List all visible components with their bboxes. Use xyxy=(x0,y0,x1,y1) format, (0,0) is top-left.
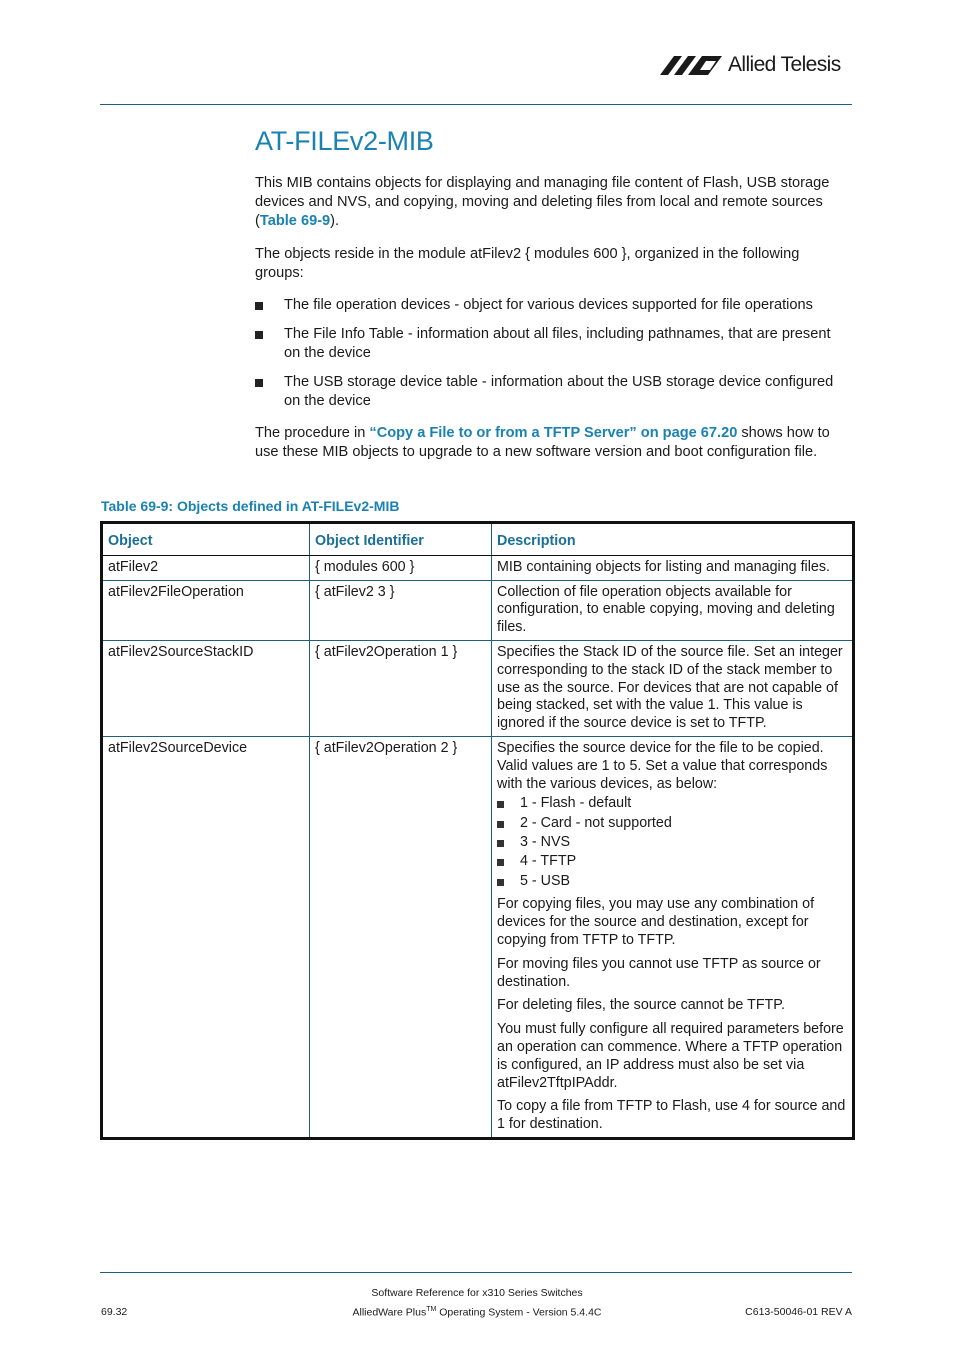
bullet-square-icon xyxy=(255,379,263,387)
table-reference-link[interactable]: Table 69-9 xyxy=(259,213,331,229)
list-item xyxy=(497,873,847,891)
oid-cell: { modules 600 } xyxy=(310,555,492,580)
tftp-procedure-link[interactable]: “Copy a File to or from a TFTP Server” on page 67.20 xyxy=(369,425,738,441)
bullet-square-icon xyxy=(497,821,504,828)
intro-paragraph-1-end: ). xyxy=(330,213,340,229)
list-item xyxy=(255,373,849,411)
table-row xyxy=(102,580,854,640)
list-item xyxy=(255,296,849,315)
object-cell: atFilev2FileOperation xyxy=(102,580,310,640)
device-values-list xyxy=(497,795,847,890)
allied-telesis-logo xyxy=(660,50,856,80)
procedure-paragraph xyxy=(255,424,849,462)
table-row xyxy=(102,555,854,580)
column-header-description: Description xyxy=(492,523,854,556)
oid-cell: { atFilev2Operation 2 } xyxy=(310,736,492,1138)
description-paragraph: For deleting files, the source cannot be TFTP. xyxy=(497,997,785,1014)
list-item-text: 4 - TFTP xyxy=(520,853,577,870)
bullet-square-icon xyxy=(497,840,504,847)
bullet-square-icon xyxy=(497,801,504,808)
list-item xyxy=(497,853,847,871)
intro-paragraph-2: The objects reside in the module atFilev2 { modules 600 }, organized in the following groups: xyxy=(255,246,800,281)
object-cell: atFilev2SourceDevice xyxy=(102,736,310,1138)
bullet-square-icon xyxy=(497,879,504,886)
oid-cell: { atFilev2 3 } xyxy=(310,580,492,640)
procedure-text-start: The procedure in xyxy=(255,425,370,441)
page-number: 69.32 xyxy=(101,1306,128,1318)
mib-objects-table xyxy=(100,521,855,1140)
list-item-text: 5 - USB xyxy=(520,872,571,889)
intro-paragraph-1 xyxy=(255,174,849,231)
table-row xyxy=(102,640,854,736)
list-item-text: The file operation devices - object for various devices supported for file operations xyxy=(284,297,813,313)
allied-telesis-logo-mark-icon xyxy=(660,54,724,76)
column-header-object-identifier: Object Identifier xyxy=(310,523,492,556)
oid-cell: { atFilev2Operation 1 } xyxy=(310,640,492,736)
description-cell: MIB containing objects for listing and managing files. xyxy=(492,555,854,580)
list-item-text: 2 - Card - not supported xyxy=(520,814,672,831)
footer-os-version xyxy=(300,1306,654,1319)
description-cell: Specifies the Stack ID of the source file. Set an integer corresponding to the stack ID of the stack member to use as the source. For devices that are not capable of being stacked, set with the value 1. This value is ignored if the source device is set to TFTP. xyxy=(492,640,854,736)
header-rule xyxy=(100,104,852,105)
list-item-text: The USB storage device table - information about the USB storage device configured on the device xyxy=(284,374,834,409)
groups-list xyxy=(255,296,849,421)
list-item xyxy=(497,834,847,852)
list-item xyxy=(255,325,849,363)
table-caption: Table 69-9: Objects defined in AT-FILEv2-MIB xyxy=(101,498,400,514)
trademark-superscript: TM xyxy=(426,1306,437,1313)
object-cell: atFilev2SourceStackID xyxy=(102,640,310,736)
description-paragraph: You must fully configure all required parameters before an operation can commence. Where a TFTP operation is configured, an IP address must also be set via atFilev2TftpIPAddr. xyxy=(497,1021,844,1091)
description-cell: Collection of file operation objects available for configuration, to enable copying, moving and deleting files. xyxy=(492,580,854,640)
object-cell: atFilev2 xyxy=(102,555,310,580)
list-item-text: 3 - NVS xyxy=(520,833,571,850)
footer-product-name: AlliedWare Plus xyxy=(352,1306,427,1319)
list-item xyxy=(497,815,847,833)
table-header-row xyxy=(102,523,854,556)
page-title: AT-FILEv2-MIB xyxy=(255,126,434,156)
list-item-text: 1 - Flash - default xyxy=(520,795,632,812)
list-item xyxy=(497,795,847,813)
column-header-object: Object xyxy=(102,523,310,556)
bullet-square-icon xyxy=(255,331,263,339)
logo-text: Allied Telesis xyxy=(728,53,841,76)
procedure-text-end: shows how to use these MIB objects to upgrade to a new software version and boot configuration file. xyxy=(255,425,830,460)
description-paragraph: For copying files, you may use any combination of devices for the source and destination, except for copying from TFTP to TFTP. xyxy=(497,896,815,948)
footer-rule xyxy=(100,1272,852,1273)
description-paragraph: For moving files you cannot use TFTP as source or destination. xyxy=(497,955,821,990)
description-text: Specifies the source device for the file to be copied. Valid values are 1 to 5. Set a value that corresponds with the various devices, as below: xyxy=(497,739,828,792)
bullet-square-icon xyxy=(255,302,263,310)
list-item-text: The File Info Table - information about all files, including pathnames, that are present on the device xyxy=(284,326,831,361)
document-id: C613-50046-01 REV A xyxy=(745,1306,852,1318)
bullet-square-icon xyxy=(497,859,504,866)
table-row xyxy=(102,736,854,1138)
description-paragraph: To copy a file from TFTP to Flash, use 4 for source and 1 for destination. xyxy=(497,1098,846,1133)
intro-paragraph-1-text: This MIB contains objects for displaying and managing file content of Flash, USB storage devices and NVS, and copying, moving and deleting files from local and remote sources ( xyxy=(255,175,830,229)
description-cell xyxy=(492,736,854,1138)
footer-doc-title: Software Reference for x310 Series Switches xyxy=(371,1287,583,1299)
footer-version-text: Operating System - Version 5.4.4C xyxy=(436,1306,602,1319)
